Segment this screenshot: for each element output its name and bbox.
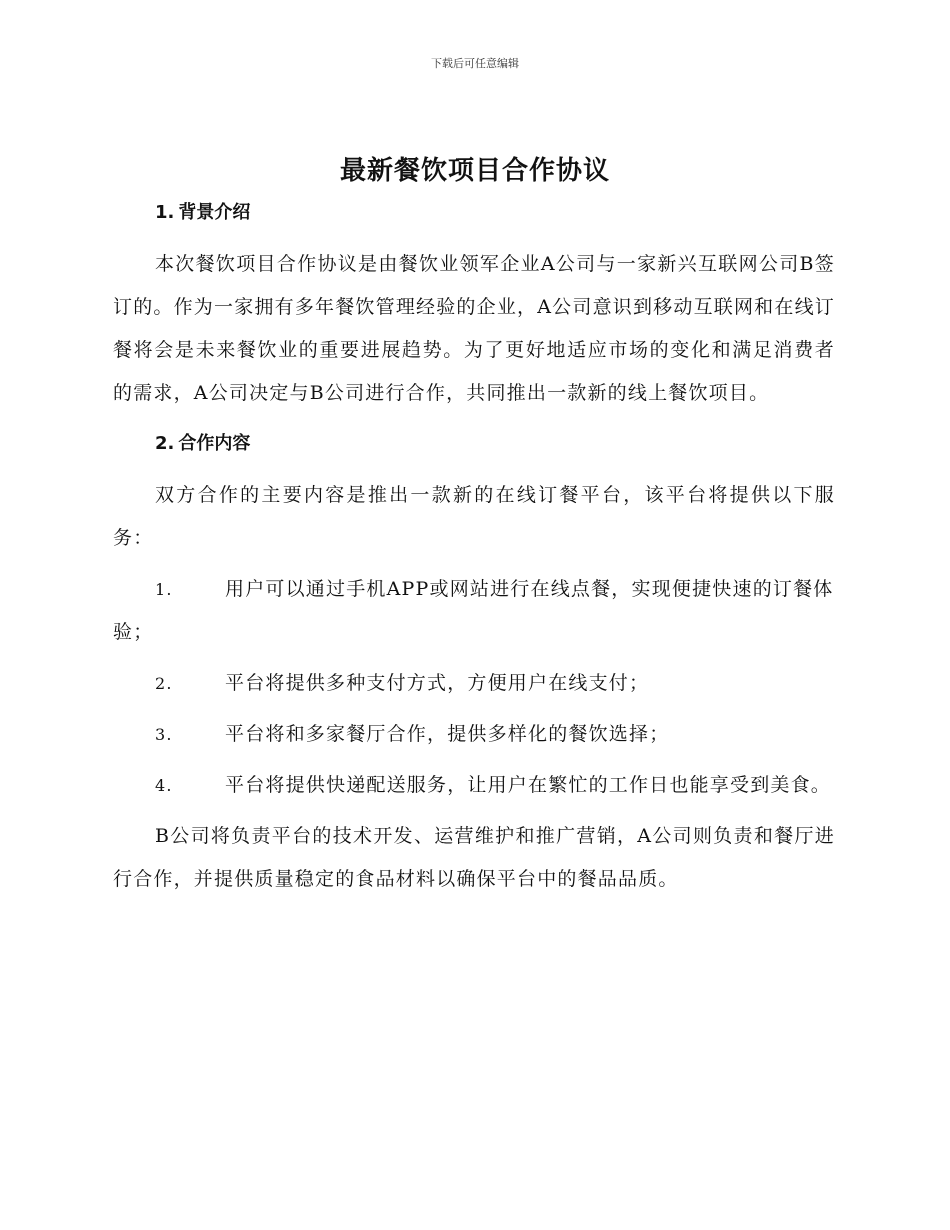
section-heading-background xyxy=(155,190,835,235)
section-title: 合作内容 xyxy=(178,433,251,454)
list-item-text: 用户可以通过手机APP或网站进行在线点餐，实现便捷快速的订餐体验； xyxy=(113,578,834,643)
list-item xyxy=(113,764,835,807)
list-item xyxy=(113,568,835,654)
list-item xyxy=(113,662,835,705)
list-item-text: 平台将提供快递配送服务，让用户在繁忙的工作日也能享受到美食。 xyxy=(225,774,832,796)
section-number: 2. xyxy=(155,433,175,454)
list-item xyxy=(113,713,835,756)
document-body xyxy=(113,190,835,901)
section-title: 背景介绍 xyxy=(178,202,251,223)
list-item-number: 4. xyxy=(155,776,173,795)
list-item-number: 1. xyxy=(155,580,173,599)
page-header-note: 下载后可任意编辑 xyxy=(431,57,519,70)
section-heading-cooperation xyxy=(155,421,835,466)
cooperation-intro-paragraph: 双方合作的主要内容是推出一款新的在线订餐平台，该平台将提供以下服务： xyxy=(113,484,835,549)
document-title: 最新餐饮项目合作协议 xyxy=(339,156,610,186)
cooperation-closing-paragraph: B公司将负责平台的技术开发、运营维护和推广营销，A公司则负责和餐厅进行合作，并提供质量稳定的食品材料以确保平台中的餐品品质。 xyxy=(113,825,835,890)
background-paragraph: 本次餐饮项目合作协议是由餐饮业领军企业A公司与一家新兴互联网公司B签订的。作为一家拥有多年餐饮管理经验的企业，A公司意识到移动互联网和在线订餐将会是未来餐饮业的重要进展趋势。为了更好地适应市场的变化和满足消费者的需求，A公司决定与B公司进行合作，共同推出一款新的线上餐饮项目。 xyxy=(113,253,835,404)
section-number: 1. xyxy=(155,202,175,223)
list-item-text: 平台将和多家餐厅合作，提供多样化的餐饮选择； xyxy=(225,723,670,745)
list-item-number: 3. xyxy=(155,725,173,744)
list-item-text: 平台将提供多种支付方式，方便用户在线支付； xyxy=(225,672,650,694)
list-item-number: 2. xyxy=(155,674,173,693)
